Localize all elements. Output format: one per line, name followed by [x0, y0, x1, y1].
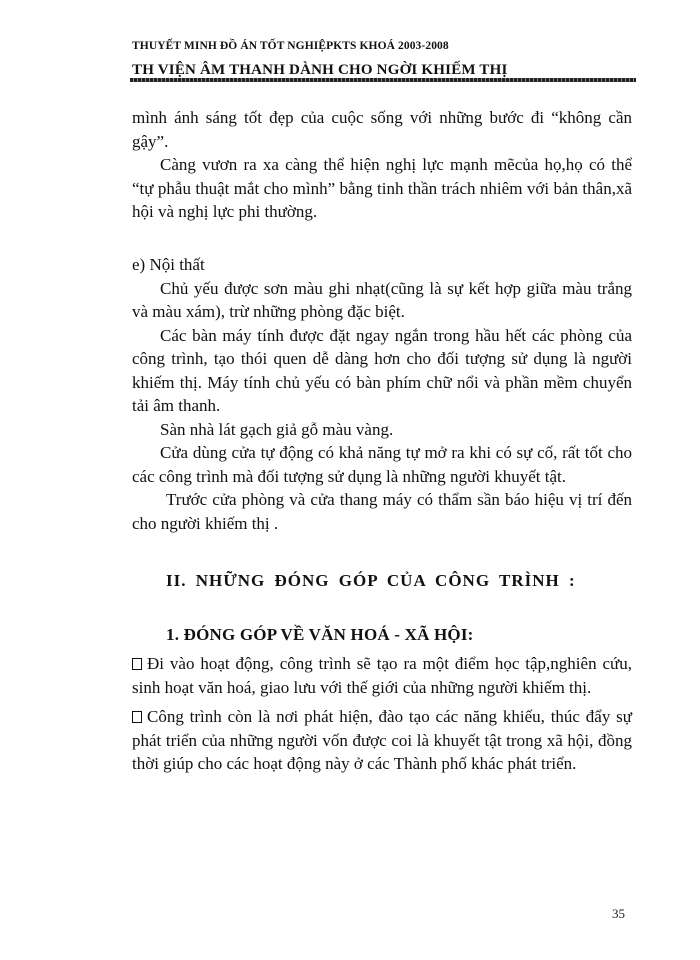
section-title: II. NHỮNG ĐÓNG GÓP CỦA CÔNG TRÌNH : — [166, 571, 576, 590]
page-header — [132, 38, 642, 80]
paragraph-2: Càng vươn ra xa càng thể hiện nghị lực mạnh mẽcủa họ,họ có thể “tự phẫu thuật mắt cho mình” bằng tinh thần trách nhiêm với bản thân,xã hội và nghị lực phi thường. — [132, 155, 632, 221]
blank-line — [132, 224, 632, 248]
page-number: 35 — [612, 906, 625, 921]
paragraph-8: Trước cửa phòng và cửa thang máy có thẩm sần báo hiệu vị trí đến cho người khiếm thị . — [132, 490, 632, 533]
interior-heading: e) Nội thất — [132, 255, 205, 274]
paragraph-1: mình ánh sáng tốt đẹp của cuộc sống với những bước đi “không cần gậy”. — [132, 108, 632, 151]
bullet-text: Đi vào hoạt động, công trình sẽ tạo ra một điểm học tập,nghiên cứu, sinh hoạt văn hoá, giao lưu với thế giới của những người khiếm thị. — [132, 654, 632, 697]
square-bullet-icon — [132, 711, 142, 723]
header-thesis-title: THUYẾT MINH ĐỒ ÁN TỐT NGHIỆPKTS KHOÁ 2003-2008 — [132, 40, 449, 52]
header-divider — [130, 78, 636, 82]
bullet-item — [132, 705, 632, 776]
bullet-item — [132, 652, 632, 699]
square-bullet-icon — [132, 658, 142, 670]
bullet-text: Công trình còn là nơi phát hiện, đào tạo các năng khiếu, thúc đẩy sự phát triển của những người vốn được coi là khuyết tật trong xã hội, đồng thời giúp cho các hoạt động này ở các Thành phố khác phát triển. — [132, 707, 632, 773]
paragraph-7: Cửa dùng cửa tự động có khả năng tự mở ra khi có sự cố, rất tốt cho các công trình mà đối tượng sử dụng là những người khuyết tật. — [132, 443, 632, 486]
paragraph-4: Chủ yếu được sơn màu ghi nhạt(cũng là sự kết hợp giữa màu trắng và màu xám), trừ những phòng đặc biệt. — [132, 278, 632, 321]
paragraph-5: Các bàn máy tính được đặt ngay ngắn trong hầu hết các phòng của công trình, tạo thói quen dễ dàng hơn cho đối tượng sử dụng là người khiếm thị. Máy tính chủ yếu có bàn phím chữ nổi và phần mềm chuyển tải âm thanh. — [132, 325, 632, 415]
document-body — [132, 106, 632, 776]
header-project-title: TH VIỆN ÂM THANH DÀNH CHO NGỜI KHIẾM THỊ — [132, 62, 508, 78]
paragraph-6: Sàn nhà lát gạch giả gỗ màu vàng. — [160, 419, 394, 439]
subsection-title: 1. ĐÓNG GÓP VỀ VĂN HOÁ - XÃ HỘI: — [166, 624, 474, 644]
